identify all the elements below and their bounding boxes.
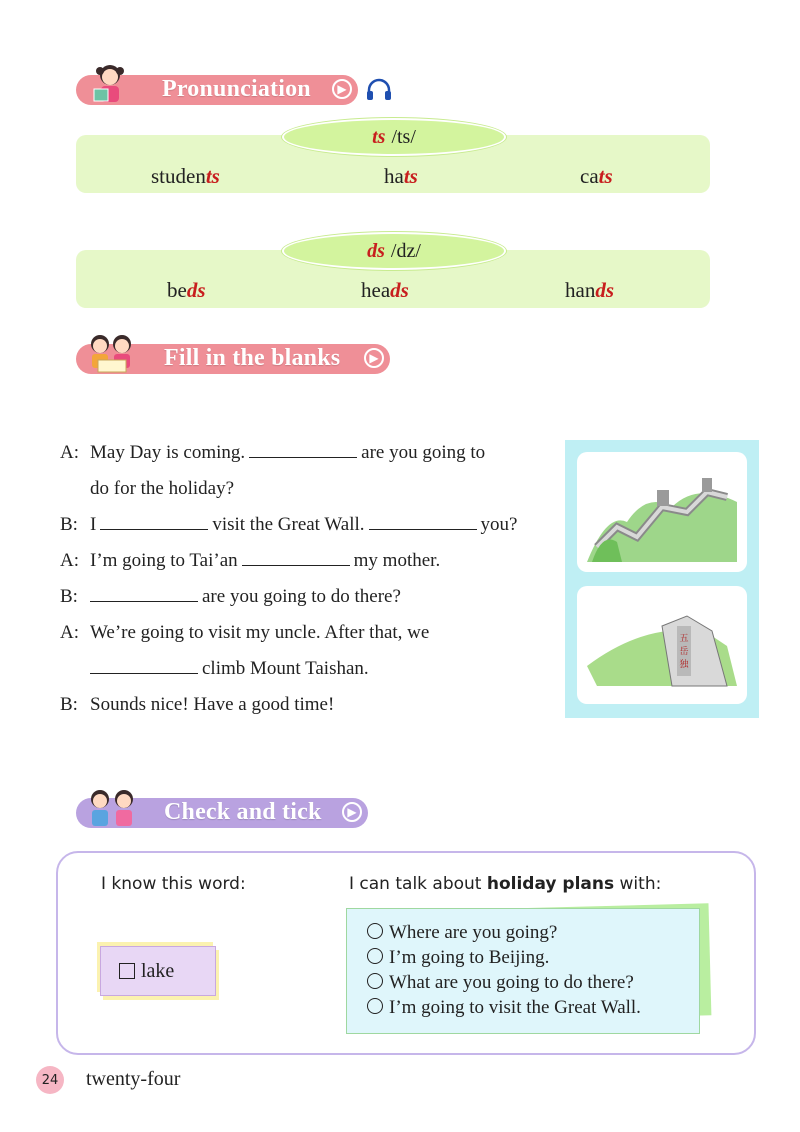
word-card (100, 946, 216, 996)
check-banner (76, 798, 368, 828)
mount-taishan-image (577, 586, 747, 704)
blank[interactable] (249, 443, 357, 458)
sound-letters: ts (372, 125, 386, 148)
radio-circle[interactable] (367, 973, 383, 989)
sound-pill-ds (282, 232, 506, 270)
blank[interactable] (90, 659, 198, 674)
page-number-words: twenty-four (86, 1068, 181, 1090)
girl-reading-icon (90, 61, 130, 107)
sentence-item[interactable]: Where are you going? (367, 922, 557, 944)
blank[interactable] (100, 515, 208, 530)
word-hands: hands (565, 278, 615, 302)
sound-ipa: /dz/ (390, 239, 421, 262)
word-hats: hats (384, 164, 418, 188)
sound-ipa: /ts/ (391, 125, 416, 148)
sentence-item[interactable]: I’m going to Beijing. (367, 947, 549, 969)
fill-title: Fill in the blanks (164, 345, 341, 371)
dialogue-line-6: A: We’re going to visit my uncle. After that, we (60, 622, 430, 643)
dialogue-line-3: B: I visit the Great Wall. you? (60, 514, 518, 535)
word-students: students (151, 164, 220, 188)
arrow-right-icon: ▶ (342, 802, 362, 822)
svg-text:独: 独 (679, 660, 689, 670)
arrow-right-icon: ▶ (364, 348, 384, 368)
svg-text:五: 五 (679, 634, 689, 644)
sound-letters: ds (367, 239, 385, 262)
dialogue-line-2: do for the holiday? (90, 478, 235, 499)
know-word-label: I know this word: (101, 874, 246, 894)
sentence-item[interactable]: I’m going to visit the Great Wall. (367, 997, 641, 1019)
blank[interactable] (369, 515, 477, 530)
kids-reading-icon (86, 332, 138, 376)
headphones-icon[interactable] (365, 78, 393, 102)
arrow-right-icon: ▶ (332, 79, 352, 99)
great-wall-image (577, 452, 747, 572)
two-kids-icon (84, 788, 140, 830)
word-lake: lake (141, 959, 175, 982)
radio-circle[interactable] (367, 923, 383, 939)
word-heads: heads (361, 278, 409, 302)
radio-circle[interactable] (367, 998, 383, 1014)
pronunciation-title: Pronunciation (162, 76, 311, 102)
check-title: Check and tick (164, 799, 322, 825)
checkbox[interactable] (119, 963, 135, 979)
great-wall-card (577, 452, 747, 572)
dialogue-line-1: A: May Day is coming. are you going to (60, 442, 486, 463)
mount-taishan-card (577, 586, 747, 704)
fill-banner (76, 344, 390, 374)
picture-panel (565, 440, 759, 718)
dialogue-line-8: B: Sounds nice! Have a good time! (60, 694, 335, 715)
sentence-item[interactable]: What are you going to do there? (367, 972, 634, 994)
dialogue-line-5: B: are you going to do there? (60, 586, 401, 607)
word-beds: beds (167, 278, 206, 302)
pronunciation-banner (76, 75, 358, 105)
blank[interactable] (242, 551, 350, 566)
talk-about-label: I can talk about holiday plans with: (349, 874, 662, 894)
dialogue-line-7: climb Mount Taishan. (60, 658, 369, 680)
blank[interactable] (90, 587, 198, 602)
svg-text:岳: 岳 (679, 647, 689, 657)
sentence-card (346, 908, 700, 1034)
dialogue-line-4: A: I’m going to Tai’an my mother. (60, 550, 441, 571)
word-cats: cats (580, 164, 613, 188)
page-number-badge: 24 (36, 1066, 64, 1094)
radio-circle[interactable] (367, 948, 383, 964)
sound-pill-ts (282, 118, 506, 156)
